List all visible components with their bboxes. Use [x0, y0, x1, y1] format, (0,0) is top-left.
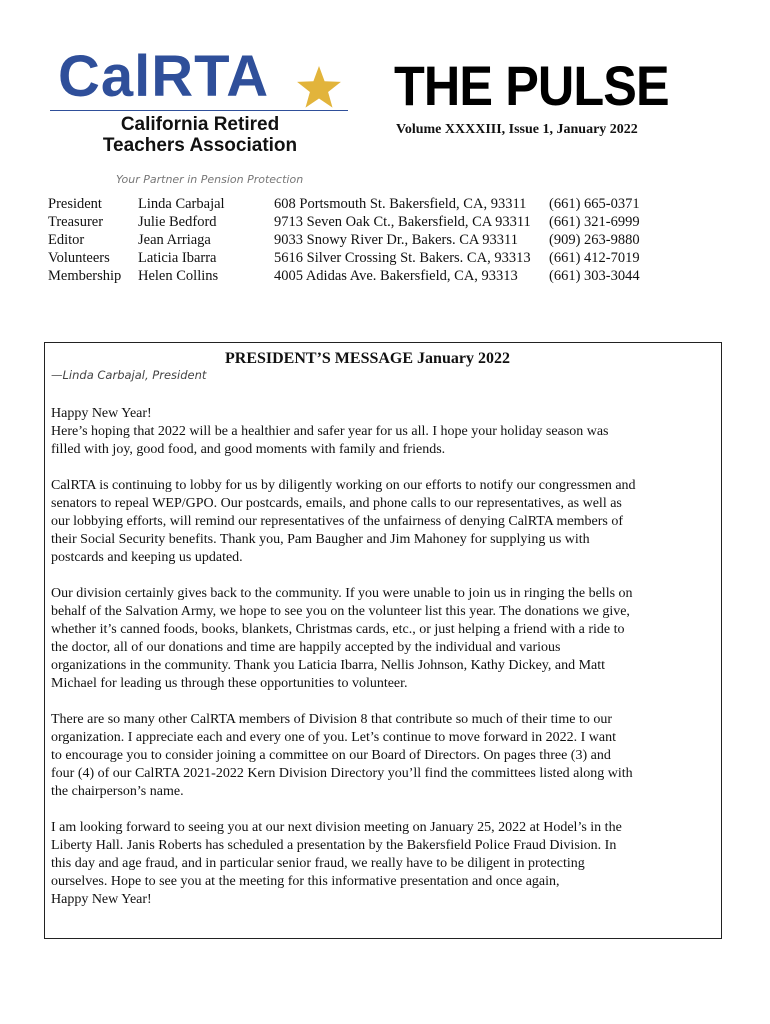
- officer-role: Treasurer: [48, 214, 104, 230]
- officer-role: Membership: [48, 268, 122, 284]
- message-line: Here’s hoping that 2022 will be a healthier and safer year for us all. I hope your holiday season was: [51, 424, 609, 439]
- officer-address: 9713 Seven Oak Ct., Bakersfield, CA 93311: [274, 214, 531, 230]
- message-line: organization. I appreciate each and every one of you. Let’s continue to move forward in 2022. I want: [51, 730, 616, 745]
- officer-phone: (909) 263-9880: [549, 232, 640, 248]
- message-line: Our division certainly gives back to the community. If you were unable to join us in ringing the bells on: [51, 586, 633, 601]
- message-line: senators to repeal WEP/GPO. Our postcards, emails, and phone calls to our representatives, as well as: [51, 496, 622, 511]
- newsletter-title: THE PULSE: [394, 54, 669, 117]
- message-line: this day and age fraud, and in particular senior fraud, we really have to be diligent in protecting: [51, 856, 585, 871]
- message-byline: —Linda Carbajal, President: [51, 368, 207, 382]
- star-icon: [296, 64, 342, 110]
- officer-row: [48, 195, 640, 213]
- message-line: four (4) of our CalRTA 2021-2022 Kern Division Directory you’ll find the committees listed along with: [51, 766, 633, 781]
- message-line: their Social Security benefits. Thank you, Pam Baugher and Jim Mahoney for supplying us with: [51, 532, 590, 547]
- message-line: Happy New Year!: [51, 406, 152, 421]
- message-line: Liberty Hall. Janis Roberts has scheduled a presentation by the Bakersfield Police Fraud Division. In: [51, 838, 617, 853]
- officer-row: [48, 267, 640, 285]
- presidents-message: [44, 342, 722, 939]
- message-line: I am looking forward to seeing you at our next division meeting on January 25, 2022 at Hodel’s in the: [51, 820, 622, 835]
- message-line: whether it’s canned foods, books, blankets, Christmas cards, etc., or just helping a friend with a ride to: [51, 622, 625, 637]
- message-line: CalRTA is continuing to lobby for us by diligently working on our efforts to notify our congressmen and: [51, 478, 636, 493]
- message-line: There are so many other CalRTA members of Division 8 that contribute so much of their time to our: [51, 712, 613, 727]
- officer-role: Volunteers: [48, 250, 110, 266]
- officer-address: 4005 Adidas Ave. Bakersfield, CA, 93313: [274, 268, 518, 284]
- message-paragraph: [51, 585, 719, 693]
- logo-tagline: Your Partner in Pension Protection: [116, 173, 304, 186]
- officer-address: 608 Portsmouth St. Bakersfield, CA, 93311: [274, 196, 527, 212]
- message-line: filled with joy, good food, and good moments with family and friends.: [51, 442, 446, 457]
- issue-volume: Volume XXXXIII, Issue 1, January 2022: [396, 122, 638, 137]
- officer-name: Laticia Ibarra: [138, 250, 217, 266]
- logo-wordmark: CalRTA: [58, 44, 270, 109]
- officer-name: Helen Collins: [138, 268, 219, 284]
- officer-name: Linda Carbajal: [138, 196, 225, 212]
- officer-phone: (661) 412-7019: [549, 250, 640, 266]
- message-line: Michael for leading us through these opportunities to volunteer.: [51, 676, 408, 691]
- officers-directory: [48, 195, 640, 285]
- logo-subtitle-line-1: California Retired: [120, 114, 280, 135]
- officer-name: Jean Arriaga: [138, 232, 211, 248]
- calrta-logo: [50, 44, 350, 158]
- message-line: behalf of the Salvation Army, we hope to see you on the volunteer list this year. The donations we give,: [51, 604, 630, 619]
- message-paragraph: [51, 405, 719, 459]
- officer-address: 9033 Snowy River Dr., Bakers. CA 93311: [274, 232, 518, 248]
- logo-subtitle-line-2: Teachers Association: [102, 135, 298, 156]
- message-line: Happy New Year!: [51, 892, 152, 907]
- officer-phone: (661) 303-3044: [549, 268, 640, 284]
- logo-subtitle: [50, 114, 350, 156]
- officer-row: [48, 231, 640, 249]
- message-body: [51, 405, 719, 909]
- message-paragraph: [51, 819, 719, 909]
- officer-name: Julie Bedford: [138, 214, 217, 230]
- message-line: ourselves. Hope to see you at the meeting for this informative presentation and once again,: [51, 874, 560, 889]
- message-line: to encourage you to consider joining a committee on our Board of Directors. On pages three (3) and: [51, 748, 611, 763]
- officer-role: President: [48, 196, 102, 212]
- officer-row: [48, 249, 640, 267]
- officer-role: Editor: [48, 232, 85, 248]
- message-line: the doctor, all of our donations and time are happily accepted by the individual and various: [51, 640, 561, 655]
- logo-divider: [50, 110, 348, 111]
- message-line: the chairperson’s name.: [51, 784, 184, 799]
- message-line: our lobbying efforts, will remind our representatives of the unfairness of denying CalRTA members of: [51, 514, 624, 529]
- message-paragraph: [51, 711, 719, 801]
- officer-phone: (661) 665-0371: [549, 196, 640, 212]
- message-paragraph: [51, 477, 719, 567]
- officer-address: 5616 Silver Crossing St. Bakers. CA, 93313: [274, 250, 531, 266]
- message-line: postcards and keeping us updated.: [51, 550, 243, 565]
- message-line: organizations in the community. Thank you Laticia Ibarra, Nellis Johnson, Kathy Dickey, and Matt: [51, 658, 606, 673]
- officer-row: [48, 213, 640, 231]
- message-title: PRESIDENT’S MESSAGE January 2022: [225, 350, 510, 367]
- officer-phone: (661) 321-6999: [549, 214, 640, 230]
